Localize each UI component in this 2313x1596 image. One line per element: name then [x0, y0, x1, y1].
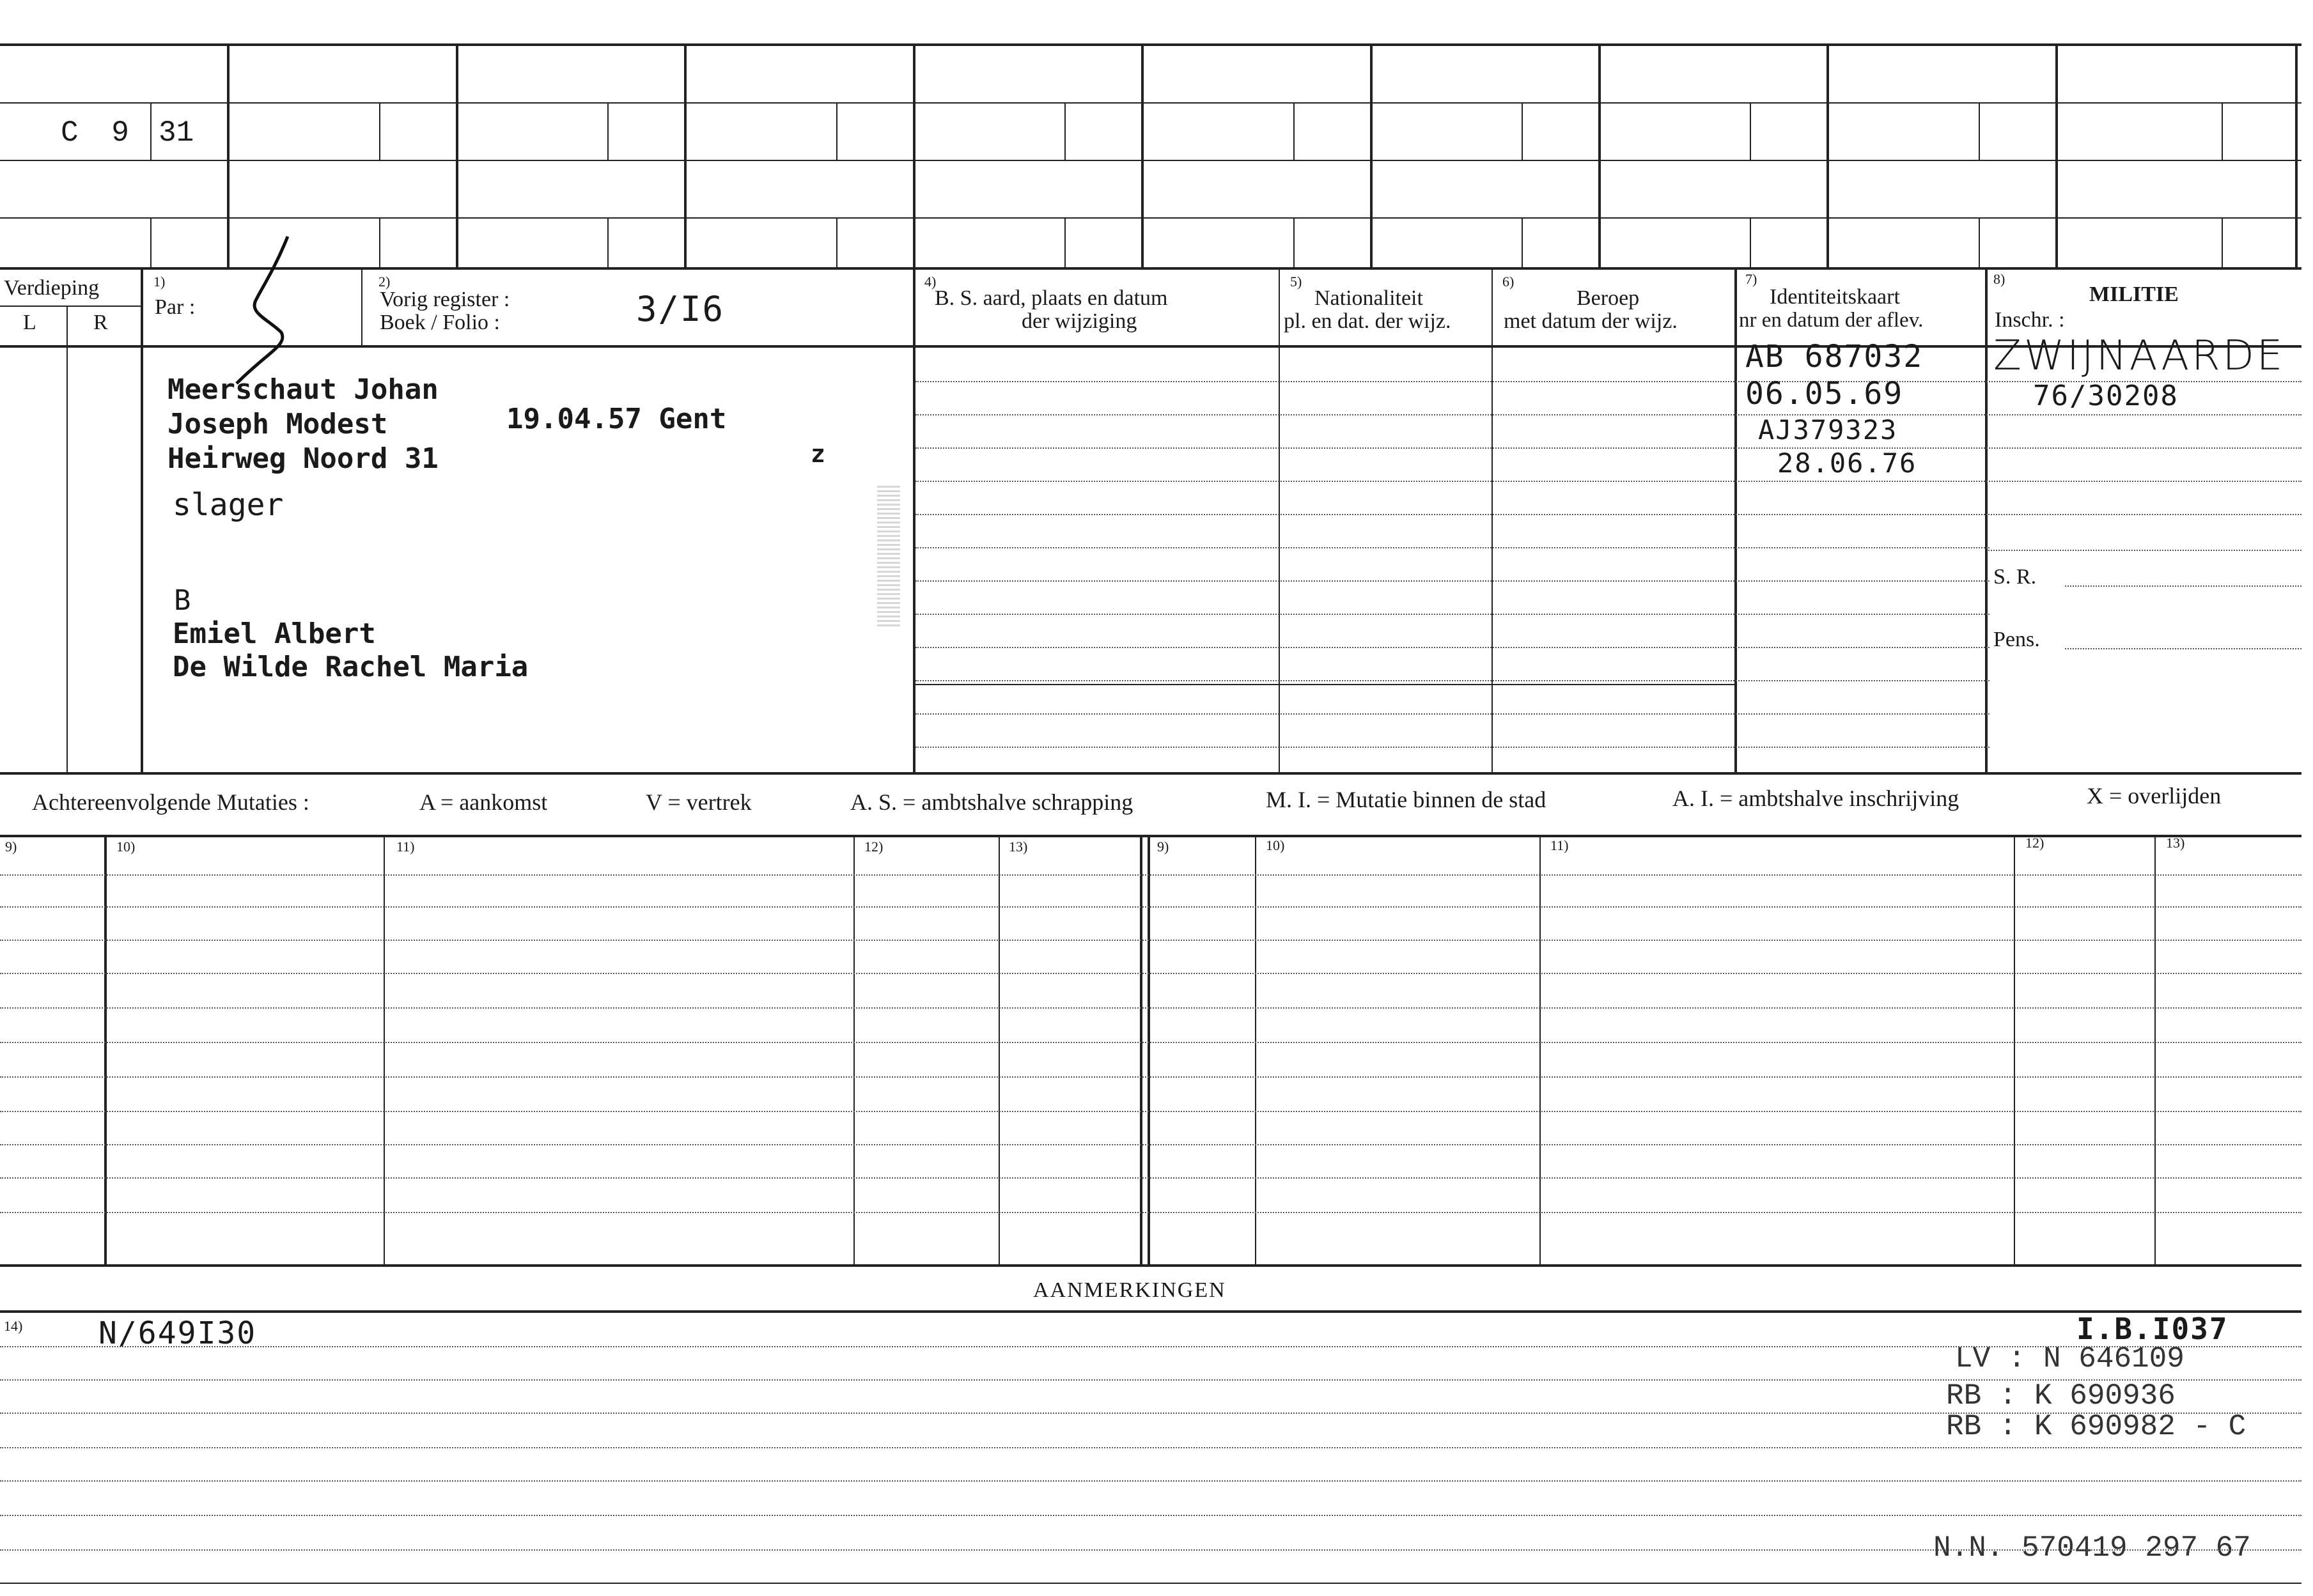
n8: 8): [1993, 271, 2005, 287]
legend-a: A = aankomst: [419, 789, 548, 815]
beroep-line2: met datum der wijz.: [1504, 309, 1678, 333]
mut-col-11b: 11): [1550, 837, 1569, 853]
person-name-line1: Meerschaut Johan: [167, 373, 439, 406]
militie-label: MILITIE: [2089, 283, 2179, 306]
legend-as: A. S. = ambtshalve schrapping: [850, 789, 1133, 815]
legend-ai: A. I. = ambtshalve inschrijving: [1672, 786, 1959, 811]
mut-col-9b: 9): [1157, 839, 1169, 855]
top-code: C 9: [61, 116, 137, 150]
person-birth: 19.04.57 Gent: [506, 403, 727, 435]
par-label: Par :: [155, 295, 196, 319]
bs-line1: B. S. aard, plaats en datum: [935, 286, 1168, 310]
person-address: Heirweg Noord 31: [167, 442, 439, 475]
person-mother: De Wilde Rachel Maria: [173, 651, 529, 683]
id-line1: Identiteitskaart: [1770, 285, 1900, 309]
id-date1: 06.05.69: [1745, 376, 1904, 412]
legend-mi: M. I. = Mutatie binnen de stad: [1266, 787, 1546, 812]
remarks-nn: N.N. 570419 297 67: [1933, 1531, 2251, 1565]
remarks-rb2: RB : K 690982 - C: [1946, 1410, 2247, 1443]
boek-folio-label: Boek / Folio :: [380, 311, 500, 334]
mut-col-10a: 10): [116, 839, 136, 855]
mut-col-13b: 13): [2166, 835, 2185, 851]
n4: 4): [924, 274, 937, 290]
mut-col-13a: 13): [1009, 839, 1028, 855]
legend-x: X = overlijden: [2087, 783, 2222, 809]
nat-line1: Nationaliteit: [1314, 286, 1423, 310]
militie-place: ZWIJNAARDE: [1993, 332, 2286, 380]
id-card2: AJ379323: [1758, 414, 1898, 445]
person-occupation: slager: [173, 487, 284, 523]
person-b: B: [174, 584, 191, 617]
militie-number: 76/30208: [2033, 380, 2179, 412]
n5: 5): [1290, 274, 1302, 290]
n1: 1): [153, 274, 166, 290]
legend-v: V = vertrek: [646, 789, 752, 815]
pens-label: Pens.: [1993, 628, 2040, 651]
col-r-label: R: [93, 311, 108, 334]
verdieping-label: Verdieping: [4, 276, 100, 300]
mut-col-9a: 9): [5, 839, 17, 855]
top-number: 31: [159, 116, 194, 150]
nat-line2: pl. en dat. der wijz.: [1284, 309, 1451, 333]
col-l-label: L: [23, 311, 36, 334]
legend-title: Achtereenvolgende Mutaties :: [32, 789, 309, 815]
id-date2: 28.06.76: [1777, 447, 1917, 479]
remarks-lv: LV : N 646109: [1955, 1342, 2184, 1375]
boek-folio-value: 3/I6: [636, 289, 725, 329]
mut-col-11a: 11): [396, 839, 415, 855]
remarks-code: N/649I30: [98, 1315, 257, 1351]
person-mark: z: [811, 440, 825, 468]
remarks-ib: I.B.I037: [2076, 1312, 2229, 1346]
scan-smudge: [877, 486, 900, 626]
beroep-line1: Beroep: [1577, 286, 1640, 310]
n6: 6): [1502, 274, 1515, 290]
remarks-title: AANMERKINGEN: [1033, 1278, 1226, 1302]
n7: 7): [1745, 271, 1757, 287]
n2: 2): [378, 274, 391, 290]
bs-line2: der wijziging: [1022, 309, 1137, 333]
sr-label: S. R.: [1993, 565, 2037, 589]
person-father: Emiel Albert: [173, 617, 376, 650]
mut-col-12a: 12): [864, 839, 884, 855]
vorig-register-label: Vorig register :: [380, 288, 510, 311]
id-card1: AB 687032: [1745, 339, 1924, 375]
person-name-line2: Joseph Modest: [167, 408, 388, 440]
mut-col-10b: 10): [1266, 837, 1285, 853]
n14: 14): [4, 1318, 23, 1334]
remarks-rb1: RB : K 690936: [1946, 1379, 2176, 1413]
inschr-label: Inschr. :: [1995, 308, 2065, 332]
id-line2: nr en datum der aflev.: [1739, 309, 1924, 332]
mut-col-12b: 12): [2025, 835, 2044, 851]
